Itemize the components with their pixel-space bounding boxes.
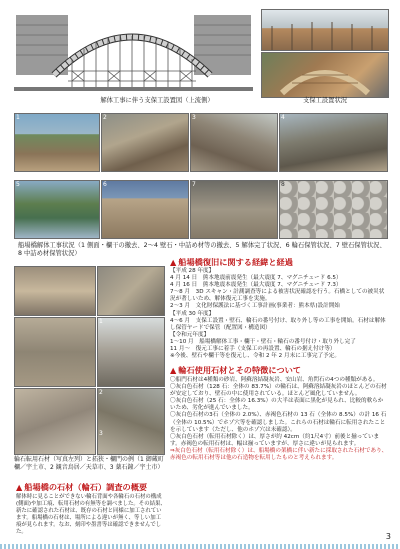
section2-body — [170, 377, 388, 462]
photo-label-2: 2 — [103, 114, 107, 121]
section3-body: 解体時に見ることができない輪石背面や各輪石の石材の構成(側面)や加工痕、転用石材の有無等を調べました。その結果、新たに確認された石材は、既存の石材と同様に加工されています。船場橋の石材は、場所による違いが無く、等しい加工痕が見られます。なお、刻印や墨書等は確認できませんでした。 — [16, 494, 166, 535]
triangle-icon: ▲ — [170, 365, 177, 375]
photo-grid-caption: 船場橋解体工事状況（1 側面・欄干の撤去、2～4 壁石・中詰め材等の撤去、5 解体完了状況、6 輪石保管状況、7 壁石保管状況、8 中詰め材保管状況） — [18, 242, 386, 258]
wall-stone-caption: 輪石転用石材（写真左列）と拓狭・欄門の例（1 御蔵町欄／宇土市、2 観音鳥居／天草市、3 薬石鐘／宇土市） — [14, 456, 164, 471]
history-line: 4～6 月 支保工設置・壁石、輪石の番号付け、取り外し等の工事を開始。石材は解体し保管ヤードで保管（配置図・構造図） — [170, 317, 386, 331]
history-line: 2～3 月 文化財保護法に基づく工事計画(事業者：熊本県)設計開始 — [170, 303, 340, 310]
photo-label-4: 4 — [281, 114, 285, 121]
photo-label-1: 1 — [16, 114, 20, 121]
bridge-scaffold-drawing — [14, 9, 253, 96]
feature-line: 〇灰白色石材（128 石：全体の 83.7%）の輪石は、阿蘇溶結凝灰岩のほとんどの石材が安定しており、壁石の中に使用されている。ほとんど風化していません。 — [170, 384, 387, 398]
feature-line: 〇灰白色石材の3石（全体の 2.0%）、赤褐色石材の 13 石（全体の 8.5%）の計 16 石（全体の 10.5%）でホゾ穴等を確認しました。これらの石材は輪石に転用されたことを示しています（ただし、他のホゾ穴は未確認）。 — [170, 412, 387, 433]
history-line: 【平成 30 年度】 — [170, 310, 215, 317]
feature-conclusion: ⇒灰白色石材（転用石材除く）は、船場橋の架橋に伴い新たに採取された石材であり、赤褐色の転用石材等は他の石造物を転用したものと考えられます。 — [170, 447, 388, 462]
dismantle-photo-1 — [14, 113, 100, 172]
page-number: 3 — [385, 532, 391, 541]
stone-photo-c — [14, 317, 96, 387]
photo-label-7: 7 — [192, 181, 196, 188]
bottom-dot-border — [0, 544, 400, 549]
section1-heading: ▲ 船場橋復旧に関する経緯と経過 — [170, 257, 293, 267]
small-label-1: 1 — [99, 318, 103, 325]
small-label-2: 2 — [99, 389, 103, 396]
top-right-caption: 支保工設置状況 — [302, 97, 348, 104]
dismantle-photo-6 — [101, 180, 189, 239]
photo-label-8: 8 — [281, 181, 285, 188]
stone-photo-a — [14, 266, 96, 316]
history-line: ※今後、壁石や欄干等を復元し、令和 2 年 2 月末に工事完了予定。 — [170, 353, 340, 360]
section1-body — [170, 268, 388, 360]
triangle-icon: ▲ — [170, 257, 177, 267]
dismantle-photo-7 — [190, 180, 278, 239]
history-line: 4 月 14 日 熊本地震前震発生（最大震度 7、マグニチュード 6.5） — [170, 275, 342, 282]
scaffold-photo-upper — [261, 9, 389, 51]
small-label-3: 3 — [99, 430, 103, 437]
dismantle-photo-4 — [279, 113, 388, 172]
history-line: 11 月～ 復元工事に着手（支保工の再設置、輪石の据え付け等） — [170, 346, 336, 353]
feature-line: 〇船門石材は4種類の砂岩、阿蘇溶結凝灰岩、安山岩、角閃石の4つの種類がある。 — [170, 377, 379, 383]
photo-label-6: 6 — [103, 181, 107, 188]
triangle-icon: ▲ — [16, 482, 23, 492]
section2-heading: ▲ 輪石使用石材とその特徴について — [170, 365, 301, 375]
stone-photo-b — [97, 266, 165, 316]
scaffold-photo-lower — [261, 52, 389, 98]
top-left-caption: 解体工事に伴う支保工設置図（上流側） — [100, 97, 214, 104]
photo-label-5: 5 — [16, 181, 20, 188]
history-line: 【平成 28 年度】 — [170, 268, 215, 274]
feature-line: 〇灰白色石材（転用石材除く）は、厚さが約 42cm（約1尺4寸）前後と揃っています。赤褐色の転用石材は、幅は揃っていますが、厚さに違いが見られます。 — [170, 433, 380, 447]
stone-photo-d — [97, 317, 165, 387]
stone-photo-f — [97, 388, 165, 455]
photo-label-3: 3 — [192, 114, 196, 121]
stone-photo-e — [14, 388, 96, 455]
history-line: 4 月 16 日 熊本地震本震発生（最大震度 7、マグニチュード 7.3） — [170, 282, 342, 289]
dismantle-photo-2 — [101, 113, 189, 172]
dismantle-photo-5 — [14, 180, 100, 239]
history-line: 7～8 月 3D スキャン・計測調査等による被害状況確認を行う。石橋としての被災状況が著しいため、解体復元工事を実施。 — [170, 289, 385, 303]
history-line: 1～10 月 船場橋解体工事・欄干・壁石・輪石の番号付け・取り外し完了 — [170, 338, 356, 345]
section3-heading: ▲ 船場橋の石材（輪石）調査の概要 — [16, 482, 148, 492]
history-line: 【令和元年度】 — [170, 331, 210, 338]
dismantle-photo-8 — [279, 180, 388, 239]
dismantle-photo-3 — [190, 113, 278, 172]
arch-bridge-diagram — [14, 9, 253, 96]
feature-line: 〇灰白色石材（25 石：全体の 16.3%）の大半は表面に黒化が見られ、比較的軟らかいため、劣化が進んでいました。 — [170, 398, 384, 412]
